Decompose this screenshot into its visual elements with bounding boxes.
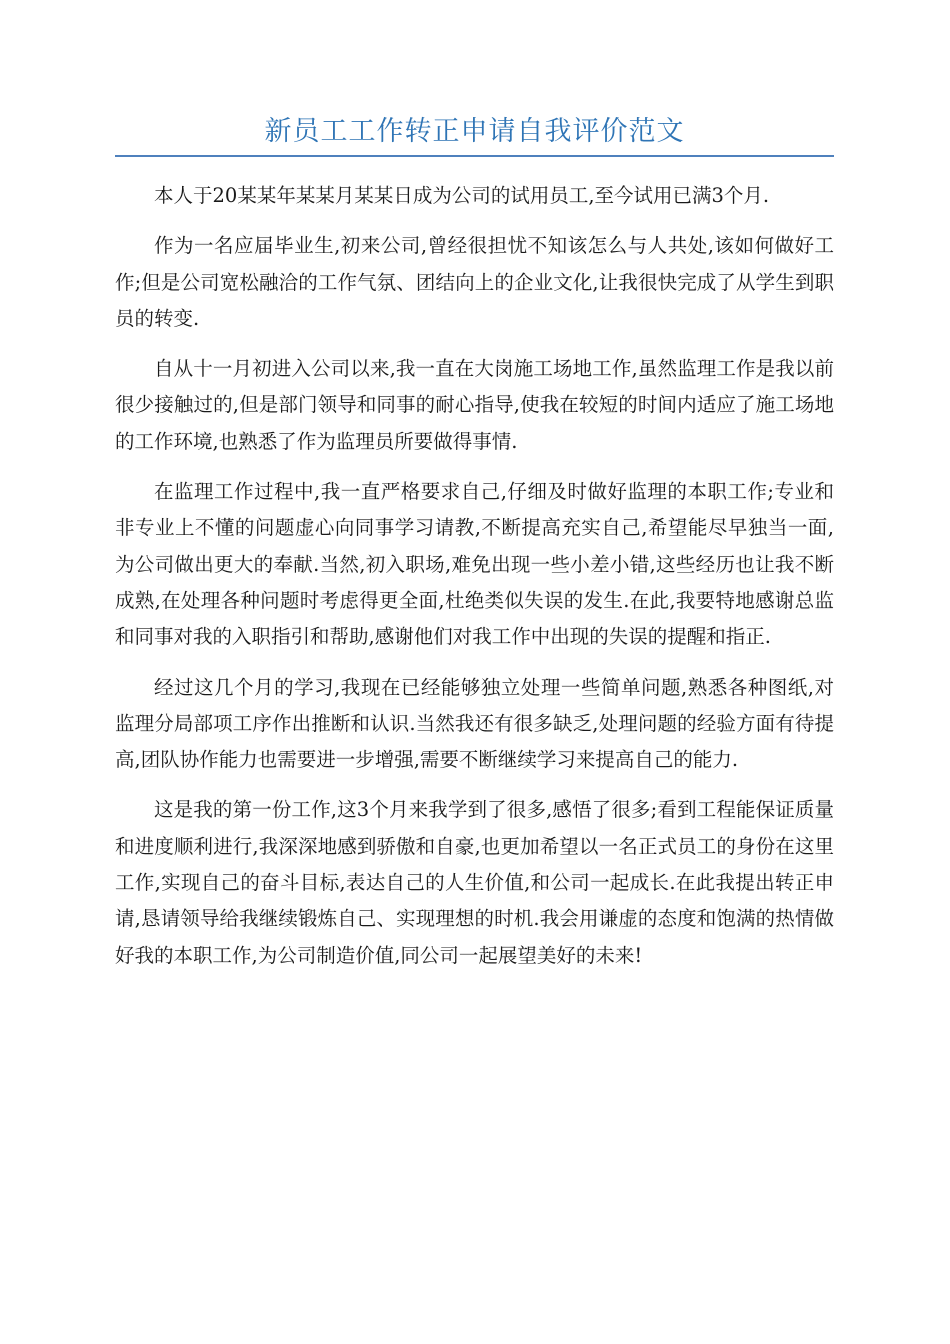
- paragraph: 经过这几个月的学习,我现在已经能够独立处理一些简单问题,熟悉各种图纸,对监理分局部项工序作出推断和认识.当然我还有很多缺乏,处理问题的经验方面有待提高,团队协作能力也需要进一步增强,需要不断继续学习来提高自己的能力.: [115, 675, 834, 772]
- title-underline: [115, 155, 834, 157]
- document-body: [115, 178, 834, 988]
- title-block: [115, 110, 834, 154]
- paragraph: 作为一名应届毕业生,初来公司,曾经很担忧不知该怎么与人共处,该如何做好工作;但是公司宽松融洽的工作气氛、团结向上的企业文化,让我很快完成了从学生到职员的转变.: [115, 234, 834, 330]
- paragraph: 这是我的第一份工作,这3个月来我学到了很多,感悟了很多;看到工程能保证质量和进度顺利进行,我深深地感到骄傲和自豪,也更加希望以一名正式员工的身份在这里工作,实现自己的奋斗目标,表达自己的人生价值,和公司一起成长.在此我提出转正申请,恳请领导给我继续锻炼自己、实现理想的时机.我会用谦虚的态度和饱满的热情做好我的本职工作,为公司制造价值,同公司一起展望美好的未来!: [115, 798, 834, 967]
- paragraph: 自从十一月初进入公司以来,我一直在大岗施工场地工作,虽然监理工作是我以前很少接触过的,但是部门领导和同事的耐心指导,使我在较短的时间内适应了施工场地的工作环境,也熟悉了作为监理员所要做得事情.: [115, 357, 834, 453]
- document-title: 新员工工作转正申请自我评价范文: [264, 116, 685, 147]
- paragraph: 本人于20某某年某某月某某日成为公司的试用员工,至今试用已满3个月.: [154, 184, 770, 207]
- paragraph: 在监理工作过程中,我一直严格要求自己,仔细及时做好监理的本职工作;专业和非专业上不懂的问题虚心向同事学习请教,不断提高充实自己,希望能尽早独当一面,为公司做出更大的奉献.当然,初入职场,难免出现一些小差小错,这些经历也让我不断成熟,在处理各种问题时考虑得更全面,杜绝类似失误的发生.在此,我要特地感谢总监和同事对我的入职指引和帮助,感谢他们对我工作中出现的失误的提醒和指正.: [115, 480, 834, 649]
